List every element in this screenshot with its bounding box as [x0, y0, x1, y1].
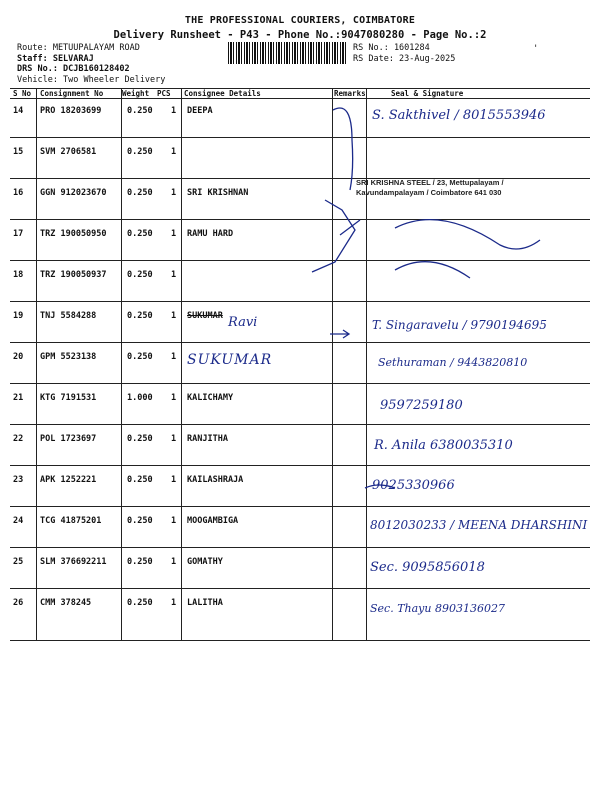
consignee: SUKUMAR [187, 311, 223, 321]
remarks-row-19: Ravi [228, 315, 258, 330]
signature-row-24: 8012030233 / MEENA DHARSHINI [370, 518, 588, 532]
weight: 0.250 [127, 598, 153, 608]
pcs: 1 [171, 229, 177, 239]
sno: 21 [13, 393, 24, 403]
sno: 25 [13, 557, 24, 567]
sno: 22 [13, 434, 24, 444]
consignment-no: POL 1723697 [40, 434, 97, 444]
drs-number: DRS No.: DCJB160128402 [17, 64, 130, 74]
pcs: 1 [171, 434, 177, 444]
remarks-stroke [312, 200, 355, 272]
weight: 0.250 [127, 147, 153, 157]
pcs: 1 [171, 352, 177, 362]
pcs: 1 [171, 516, 177, 526]
signature-row-22: R. Anila 6380035310 [374, 438, 513, 453]
weight: 0.250 [127, 311, 153, 321]
sno: 16 [13, 188, 24, 198]
consignee: GOMATHY [187, 557, 223, 567]
pcs: 1 [171, 188, 177, 198]
consignment-no: CMM 378245 [40, 598, 92, 608]
pcs: 1 [171, 393, 177, 403]
rs-number: RS No.: 1601284 [353, 43, 430, 53]
vehicle-label: Vehicle: Two Wheeler Delivery [17, 74, 166, 85]
signature-row-21: 9597259180 [380, 398, 463, 413]
consignment-no: TRZ 190050937 [40, 270, 107, 280]
col-weight: Weight [122, 89, 150, 98]
pcs: 1 [171, 270, 177, 280]
handwritten-consignee-row-20: SUKUMAR [187, 352, 273, 368]
pcs: 1 [171, 598, 177, 608]
weight: 0.250 [127, 188, 153, 198]
consignment-no: KTG 7191531 [40, 393, 97, 403]
signature-row-19: T. Singaravelu / 9790194695 [372, 318, 547, 332]
consignee: KAILASHRAJA [187, 475, 244, 485]
pcs: 1 [171, 106, 177, 116]
signature-row-23: 9025330966 [372, 478, 455, 493]
signature-stroke [395, 220, 540, 249]
signature-stroke [395, 262, 470, 278]
rs-date: RS Date: 23-Aug-2025 [353, 54, 456, 64]
consignee: SRI KRISHNAN [187, 188, 249, 198]
consignment-no: TRZ 190050950 [40, 229, 107, 239]
consignment-no: TNJ 5584288 [40, 311, 97, 321]
consignee: RAMU HARD [187, 229, 234, 239]
sno: 24 [13, 516, 24, 526]
staff-label: Staff: SELVARAJ [17, 53, 94, 64]
weight: 0.250 [127, 106, 153, 116]
pcs: 1 [171, 557, 177, 567]
weight: 0.250 [127, 475, 153, 485]
pen-strokes [312, 108, 540, 488]
sno: 14 [13, 106, 24, 116]
weight: 0.250 [127, 270, 153, 280]
corner-mark: ' [533, 44, 539, 54]
pcs: 1 [171, 147, 177, 157]
signature-row-25: Sec. 9095856018 [370, 560, 485, 575]
signature-row-26: Sec. Thayu 8903136027 [370, 602, 505, 615]
weight: 0.250 [127, 229, 153, 239]
consignment-no: TCG 41875201 [40, 516, 102, 526]
weight: 0.250 [127, 557, 153, 567]
signature-row-14: S. Sakthivel / 8015553946 [372, 108, 546, 123]
consignment-no: PRO 18203699 [40, 106, 102, 116]
consignee: RANJITHA [187, 434, 228, 444]
consignment-no: GPM 5523138 [40, 352, 97, 362]
col-sno: S No [13, 89, 32, 98]
route-label: Route: METUUPALAYAM ROAD [17, 43, 140, 53]
consignment-no: APK 1252221 [40, 475, 97, 485]
weight: 1.000 [127, 393, 153, 403]
signature-stroke [365, 485, 395, 488]
sno: 19 [13, 311, 24, 321]
remarks-stroke [333, 108, 353, 190]
consignee: DEEPA [187, 106, 213, 116]
sno: 15 [13, 147, 24, 157]
consignment-no: SLM 376692211 [40, 557, 107, 567]
stamp-text: SRI KRISHNA STEEL / 23, Mettupalayam / Kavundampalayam / Coimbatore 641 030 [356, 178, 504, 197]
col-consignee: Consignee Details [184, 89, 261, 98]
consignment-no: SVM 2706581 [40, 147, 97, 157]
signature-row-20: Sethuraman / 9443820810 [378, 356, 528, 369]
weight: 0.250 [127, 516, 153, 526]
weight: 0.250 [127, 352, 153, 362]
sno: 17 [13, 229, 24, 239]
company-title: THE PROFESSIONAL COURIERS, COIMBATORE [184, 15, 416, 26]
consignee: MOOGAMBIGA [187, 516, 239, 526]
sno: 20 [13, 352, 24, 362]
pcs: 1 [171, 475, 177, 485]
col-consignment: Consignment No [40, 89, 104, 98]
weight: 0.250 [127, 434, 153, 444]
sno: 26 [13, 598, 24, 608]
col-pcs: PCS [157, 89, 171, 98]
remarks-arrow [330, 330, 349, 338]
pcs: 1 [171, 311, 177, 321]
consignee: KALICHAMY [187, 393, 234, 403]
col-remarks: Remarks [334, 89, 366, 98]
runsheet-subtitle: Delivery Runsheet - P43 - Phone No.:9047080280 - Page No.:2 [113, 29, 487, 41]
sno: 18 [13, 270, 24, 280]
consignee: LALITHA [187, 598, 223, 608]
consignment-no: GGN 912023670 [40, 188, 107, 198]
sno: 23 [13, 475, 24, 485]
col-signature: Seal & Signature [391, 89, 464, 98]
